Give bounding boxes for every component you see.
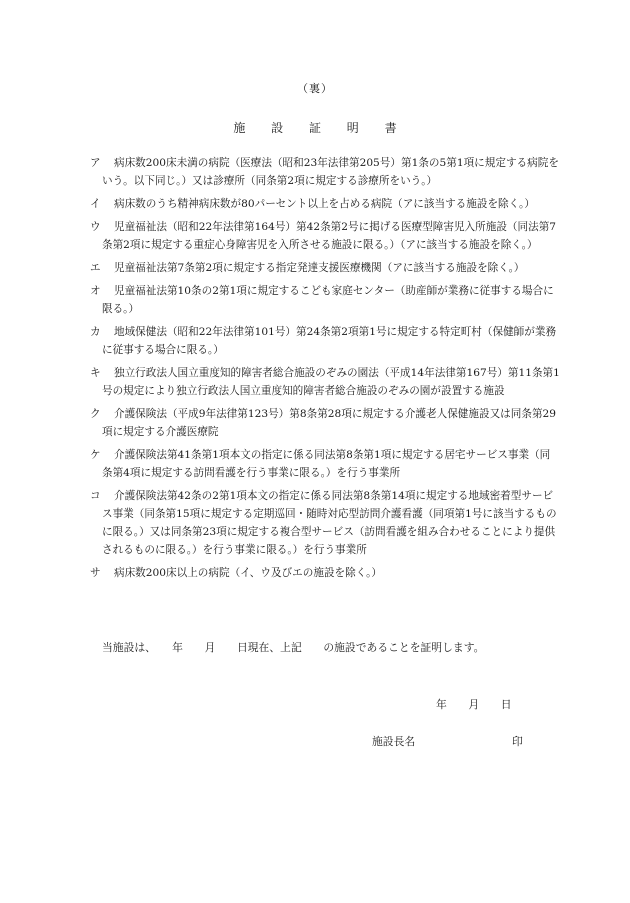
certification-statement: 当施設は、 年 月 日現在、上記 の施設であることを証明します。 xyxy=(102,641,485,654)
facility-item-o xyxy=(90,282,560,318)
item-text: 児童福祉法第10条の2第1項に規定するこども家庭センター（助産師が業務に従事する場合に限る。） xyxy=(102,285,554,315)
signature-date-line: 年 月 日 xyxy=(436,698,512,711)
facility-item-ki xyxy=(90,364,560,400)
item-text: 児童福祉法（昭和22年法律第164号）第42条第2号に掲げる医療型障害児入所施設（同法第7条第2項に規定する重症心身障害児を入所させる施設に限る。）（アに該当する施設を除く。） xyxy=(102,221,557,251)
item-text: 独立行政法人国立重度知的障害者総合施設のぞみの園法（平成14年法律第167号）第11条第1号の規定により独立行政法人国立重度知的障害者総合施設のぞみの園が設置する施設 xyxy=(102,367,560,397)
item-text: 病床数200床以上の病院（イ、ウ及びエの施設を除く。） xyxy=(114,567,383,579)
item-text: 介護保険法第41条第1項本文の指定に係る同法第8条第1項に規定する居宅サービス事業（同条第4項に規定する訪問看護を行う事業に限る。）を行う事業所 xyxy=(102,449,551,479)
facility-item-ka xyxy=(90,323,560,359)
item-text: 地域保健法（昭和22年法律第101号）第24条第2項第1号に規定する特定町村（保健師が業務に従事する場合に限る。） xyxy=(102,326,557,356)
facility-item-ke xyxy=(90,446,560,482)
document-title: 施 設 証 明 書 xyxy=(233,121,397,135)
item-text: 児童福祉法第7条第2項に規定する指定発達支援医療機関（アに該当する施設を除く。） xyxy=(114,262,525,274)
facility-director-name-label: 施設長名 xyxy=(372,735,416,748)
seal-mark: 印 xyxy=(512,735,523,748)
item-mark: ウ xyxy=(90,221,101,233)
item-text: 病床数200床未満の病院（医療法（昭和23年法律第205号）第1条の5第1項に規定する病院をいう。以下同じ。）又は診療所（同条第2項に規定する診療所をいう。） xyxy=(102,157,559,187)
item-mark: カ xyxy=(90,326,101,338)
item-mark: キ xyxy=(90,367,101,379)
item-mark: ア xyxy=(90,157,101,169)
facility-type-list xyxy=(90,154,560,582)
item-text: 病床数のうち精神病床数が80パーセント以上を占める病院（アに該当する施設を除く。） xyxy=(114,198,535,210)
item-text: 介護保険法第42条の2第1項本文の指定に係る同法第8条第14項に規定する地域密着型サービス事業（同条第15項に規定する定期巡回・随時対応型訪問介護看護（同項第1号に該当するものに限る。）又は同条第23項に規定する複合型サービス（訪問看護を組み合わせることにより提供されるものに限る。）を行う事業に限る。）を行う事業所 xyxy=(102,490,557,556)
item-mark: コ xyxy=(90,490,101,502)
facility-item-u xyxy=(90,218,560,254)
item-text: 介護保険法（平成9年法律第123号）第8条第28項に規定する介護老人保健施設又は同条第29項に規定する介護医療院 xyxy=(102,408,557,438)
item-mark: ク xyxy=(90,408,101,420)
facility-item-ku xyxy=(90,405,560,441)
facility-item-i xyxy=(90,195,560,213)
item-mark: オ xyxy=(90,285,101,297)
facility-item-sa xyxy=(90,564,560,582)
facility-item-a xyxy=(90,154,560,190)
facility-item-e xyxy=(90,259,560,277)
reverse-side-label: （裏） xyxy=(297,82,333,95)
item-mark: エ xyxy=(90,262,101,274)
item-mark: イ xyxy=(90,198,101,210)
facility-item-ko xyxy=(90,487,560,559)
item-mark: サ xyxy=(90,567,101,579)
item-mark: ケ xyxy=(90,449,101,461)
